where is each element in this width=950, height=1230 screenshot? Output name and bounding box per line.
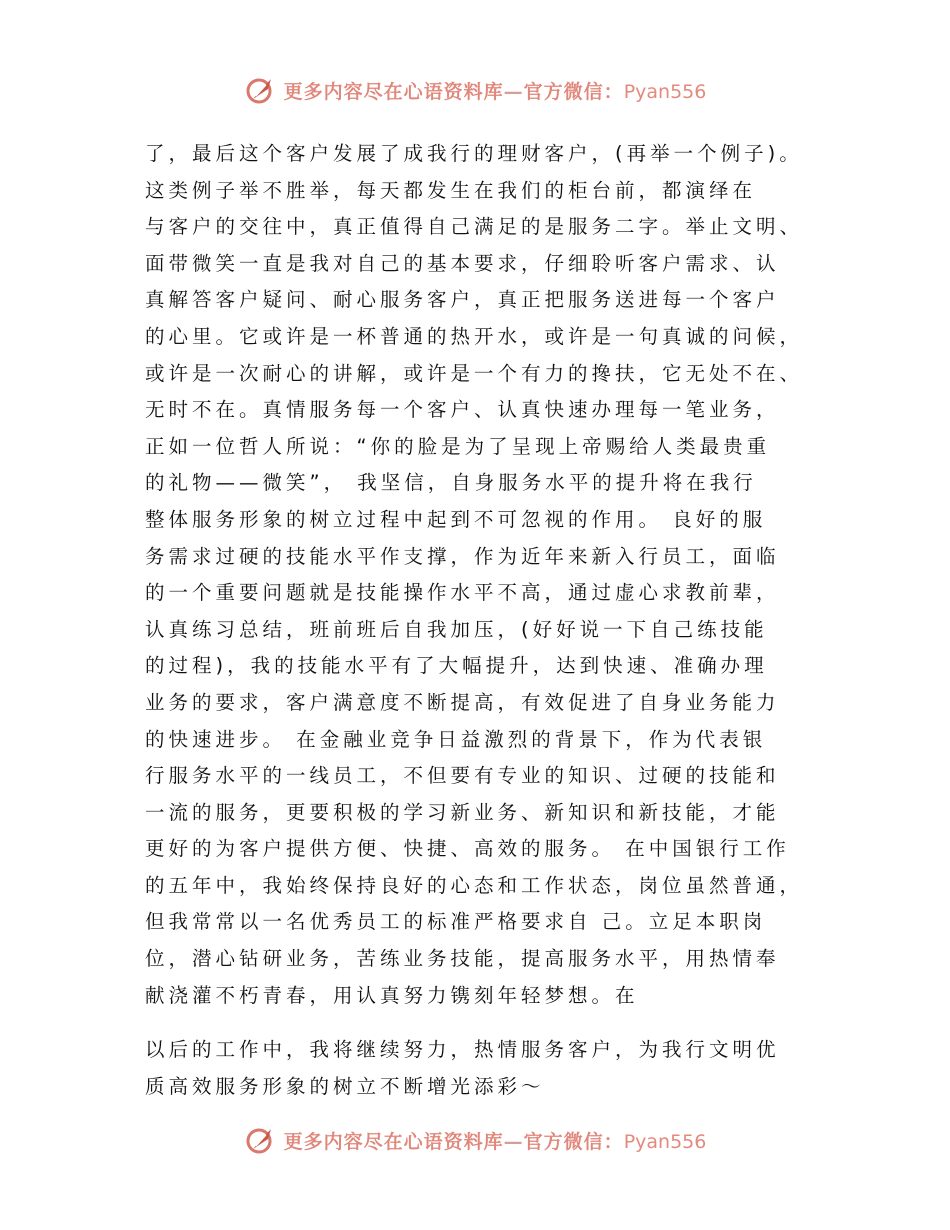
text-line: 无时不在。真情服务每一个客户、认真快速办理每一笔业务， (145, 398, 780, 422)
text-line: 或许是一次耐心的讲解，或许是一个有力的搀扶，它无处不在、 (145, 361, 804, 385)
header-banner-handle: Pyan556 (623, 80, 707, 103)
text-line: 与客户的交往中，真正值得自己满足的是服务二字。举止文明、 (145, 215, 804, 239)
footer-banner-text (284, 1127, 707, 1154)
document-body (145, 136, 845, 1105)
paragraph-gap (145, 1014, 845, 1032)
text-line: 的快速进步。 在金融业竞争日益激烈的背景下，作为代表银 (145, 727, 767, 751)
header-banner-dash: — (503, 80, 524, 103)
text-line: 献浇灌不朽青春，用认真努力镌刻年轻梦想。在 (145, 983, 639, 1007)
footer-banner-handle: Pyan556 (623, 1130, 707, 1153)
paragraph-1 (145, 136, 845, 1014)
text-line: 认真练习总结，班前班后自我加压，(好好说一下自己练技能 (145, 617, 768, 641)
footer-banner (0, 1120, 950, 1160)
text-line: 面带微笑一直是我对自己的基本要求，仔细聆听客户需求、认 (145, 251, 780, 275)
footer-banner-label: 官方微信： (523, 1130, 624, 1153)
text-line: 的心里。它或许是一杯普通的热开水，或许是一句真诚的问候， (145, 324, 804, 348)
text-line: 这类例子举不胜举，每天都发生在我们的柜台前，都演绎在 (145, 178, 757, 202)
paragraph-2 (145, 1032, 845, 1105)
text-line: 整体服务形象的树立过程中起到不可忽视的作用。 良好的服 (145, 507, 767, 531)
text-line: 业务的要求，客户满意度不断提高，有效促进了自身业务能力 (145, 690, 780, 714)
text-line: 质高效服务形象的树立不断增光添彩～ (145, 1074, 545, 1098)
footer-banner-dash: — (503, 1130, 524, 1153)
feather-circle-logo-icon (244, 73, 278, 107)
text-line: 以后的工作中，我将继续努力，热情服务客户，为我行文明优 (145, 1038, 780, 1062)
feather-circle-logo-icon (244, 1123, 278, 1157)
text-line: 务需求过硬的技能水平作支撑，作为近年来新入行员工，面临 (145, 544, 780, 568)
text-line: 正如一位哲人所说：“你的脸是为了呈现上帝赐给人类最贵重 (145, 434, 771, 458)
text-line: 更好的为客户提供方便、快捷、高效的服务。 在中国银行工作 (145, 837, 790, 861)
text-line: 行服务水平的一线员工，不但要有专业的知识、过硬的技能和 (145, 764, 780, 788)
text-line: 但我常常以一名优秀员工的标准严格要求自 己。立足本职岗 (145, 910, 767, 934)
text-line: 真解答客户疑问、耐心服务客户，真正把服务送进每一个客户 (145, 288, 780, 312)
header-banner-label: 官方微信： (523, 80, 624, 103)
header-banner-text (284, 77, 707, 104)
header-banner-main: 更多内容尽在心语资料库 (283, 80, 504, 103)
text-line: 的五年中，我始终保持良好的心态和工作状态，岗位虽然普通， (145, 873, 804, 897)
text-line: 的礼物——微笑”， 我坚信，自身服务水平的提升将在我行 (145, 471, 757, 495)
text-line: 的过程)，我的技能水平有了大幅提升，达到快速、准确办理 (145, 654, 768, 678)
footer-banner-main: 更多内容尽在心语资料库 (283, 1130, 504, 1153)
text-line: 的一个重要问题就是技能操作水平不高，通过虚心求教前辈， (145, 581, 780, 605)
text-line: 一流的服务，更要积极的学习新业务、新知识和新技能，才能 (145, 800, 780, 824)
text-line: 位，潜心钻研业务，苦练业务技能，提高服务水平，用热情奉 (145, 947, 780, 971)
text-line: 了，最后这个客户发展了成我行的理财客户，(再举一个例子)。 (145, 142, 803, 165)
header-banner (0, 70, 950, 110)
